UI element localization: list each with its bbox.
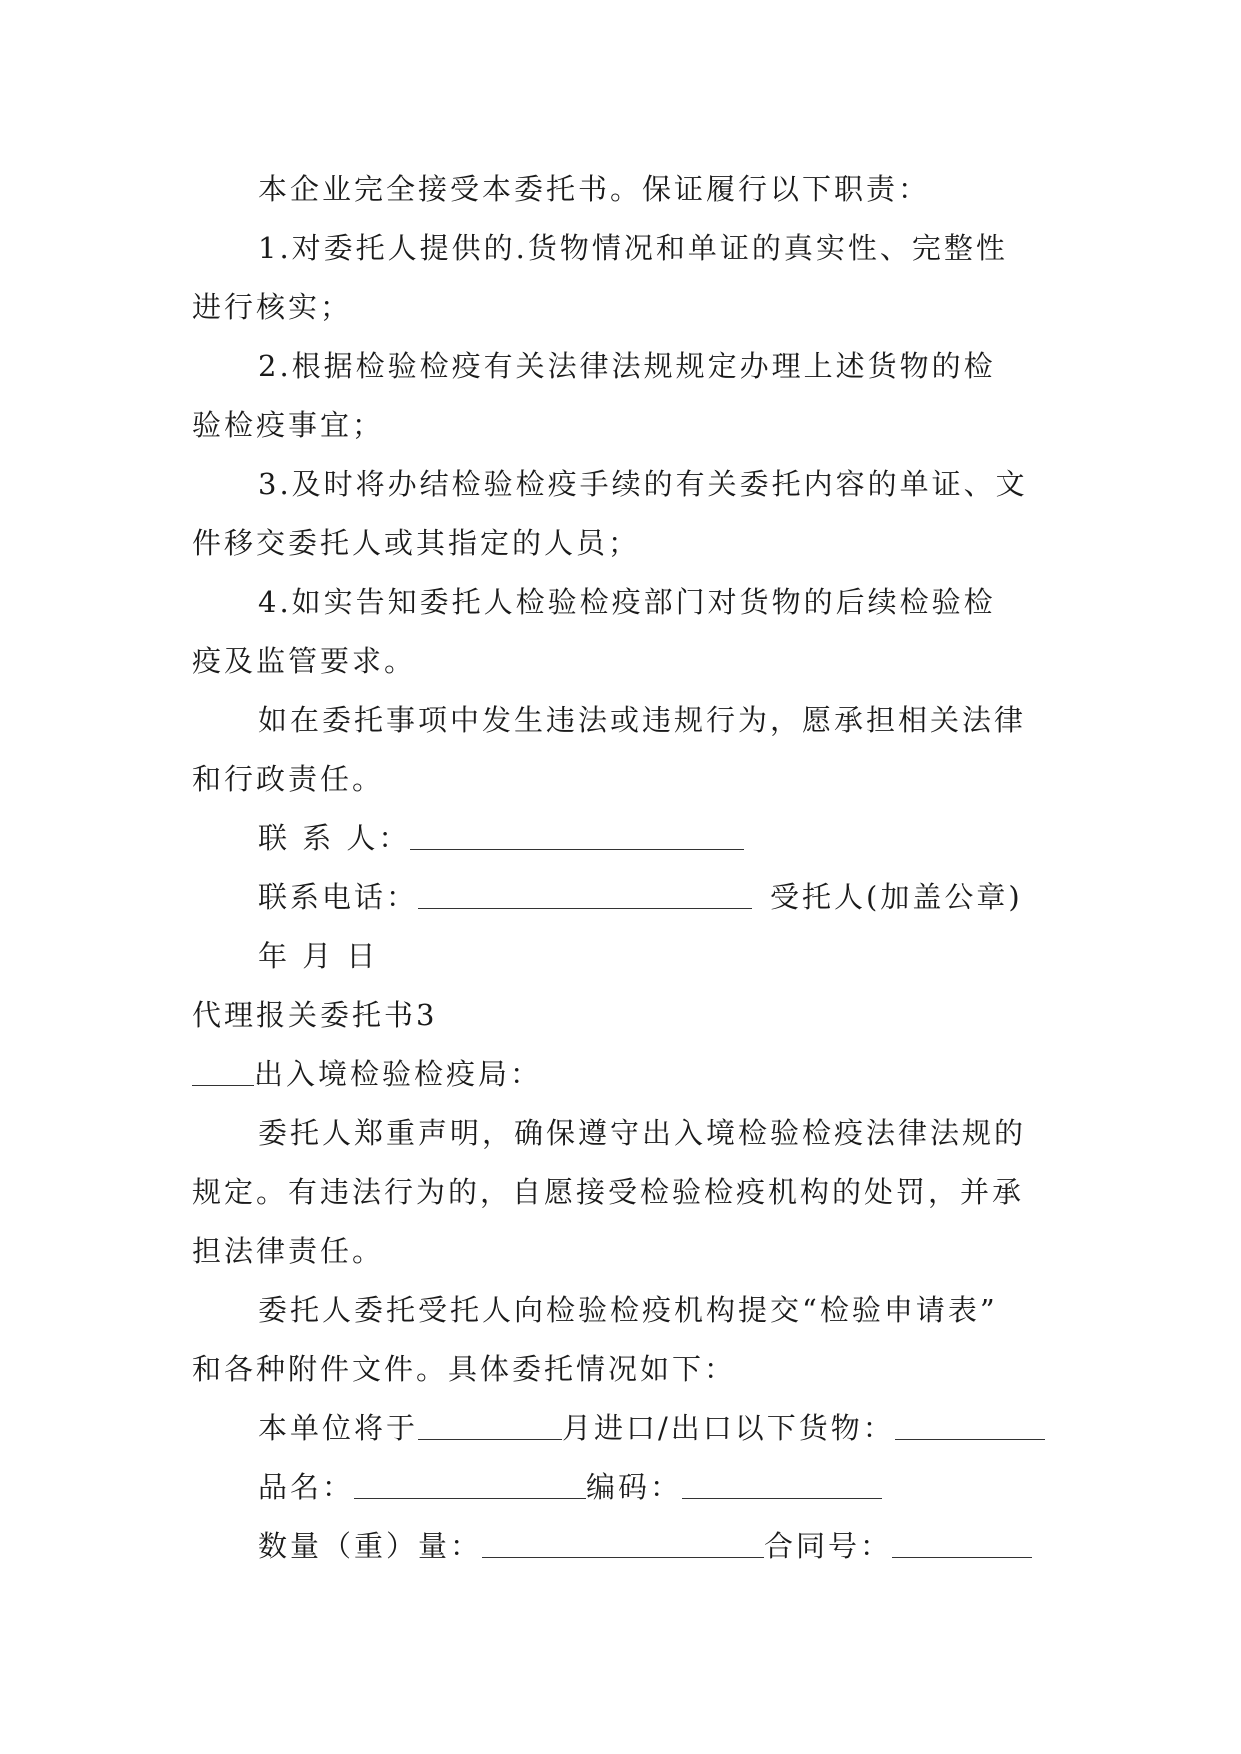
declaration-line-3: 担法律责任。: [192, 1234, 385, 1268]
quantity-blank[interactable]: [482, 1531, 764, 1558]
entrustment-line-1: 委托人委托受托人向检验检疫机构提交“检验申请表”: [258, 1293, 998, 1327]
duty-item-3-line-2: 件移交委托人或其指定的人员；: [192, 526, 641, 560]
contact-phone-label: 联系电话：: [258, 880, 419, 914]
code-label: 编码：: [586, 1470, 683, 1504]
duty-item-4-line-1: 4.如实告知委托人检验检疫部门对货物的后续检验检: [258, 585, 996, 619]
import-export-label: 月进口/出口以下货物：: [562, 1411, 895, 1445]
duty-item-4-line-2: 疫及监管要求。: [192, 644, 417, 678]
contact-person-row: [192, 809, 1052, 868]
acceptance-paragraph: 本企业完全接受本委托书。保证履行以下职责：: [258, 172, 931, 206]
document-page: [192, 160, 1052, 1576]
section-title: 代理报关委托书3: [192, 998, 438, 1032]
code-blank[interactable]: [682, 1472, 882, 1499]
duty-item-1-line-2: 进行核实；: [192, 290, 353, 324]
duty-item-2-line-2: 验检疫事宜；: [192, 408, 385, 442]
trustee-seal-label: 受托人(加盖公章): [770, 880, 1023, 914]
product-name-blank[interactable]: [354, 1472, 586, 1499]
declaration-line-1: 委托人郑重声明，确保遵守出入境检验检疫法律法规的: [258, 1116, 1027, 1150]
goods-row: [192, 1399, 1052, 1458]
date-line: 年 月 日: [258, 939, 379, 973]
entrustment-line-2: 和各种附件文件。具体委托情况如下：: [192, 1352, 737, 1386]
name-code-row: [192, 1458, 1052, 1517]
month-blank[interactable]: [418, 1413, 562, 1440]
contract-blank[interactable]: [892, 1531, 1032, 1558]
duty-item-2-line-1: 2.根据检验检疫有关法律法规规定办理上述货物的检: [258, 349, 996, 383]
bureau-name-blank[interactable]: [192, 1059, 254, 1086]
goods-blank[interactable]: [895, 1413, 1045, 1440]
contact-person-blank[interactable]: [410, 823, 744, 850]
liability-line-1: 如在委托事项中发生违法或违规行为，愿承担相关法律: [258, 703, 1027, 737]
contract-label: 合同号：: [764, 1529, 893, 1563]
liability-line-2: 和行政责任。: [192, 762, 385, 796]
duty-item-3-line-1: 3.及时将办结检验检疫手续的有关委托内容的单证、文: [258, 467, 1028, 501]
contact-person-label: 联 系 人：: [258, 821, 411, 855]
declaration-line-2: 规定。有违法行为的，自愿接受检验检疫机构的处罚，并承: [192, 1175, 1025, 1209]
contact-phone-blank[interactable]: [418, 882, 752, 909]
quantity-contract-row: [192, 1517, 1052, 1576]
contact-phone-row: [192, 868, 1052, 927]
unit-prefix-label: 本单位将于: [258, 1411, 419, 1445]
bureau-label: 出入境检验检疫局：: [254, 1057, 543, 1091]
bureau-row: [192, 1045, 1052, 1104]
quantity-label: 数量（重）量：: [258, 1529, 483, 1563]
duty-item-1-line-1: 1.对委托人提供的.货物情况和单证的真实性、完整性: [258, 231, 1008, 265]
product-name-label: 品名：: [258, 1470, 355, 1504]
